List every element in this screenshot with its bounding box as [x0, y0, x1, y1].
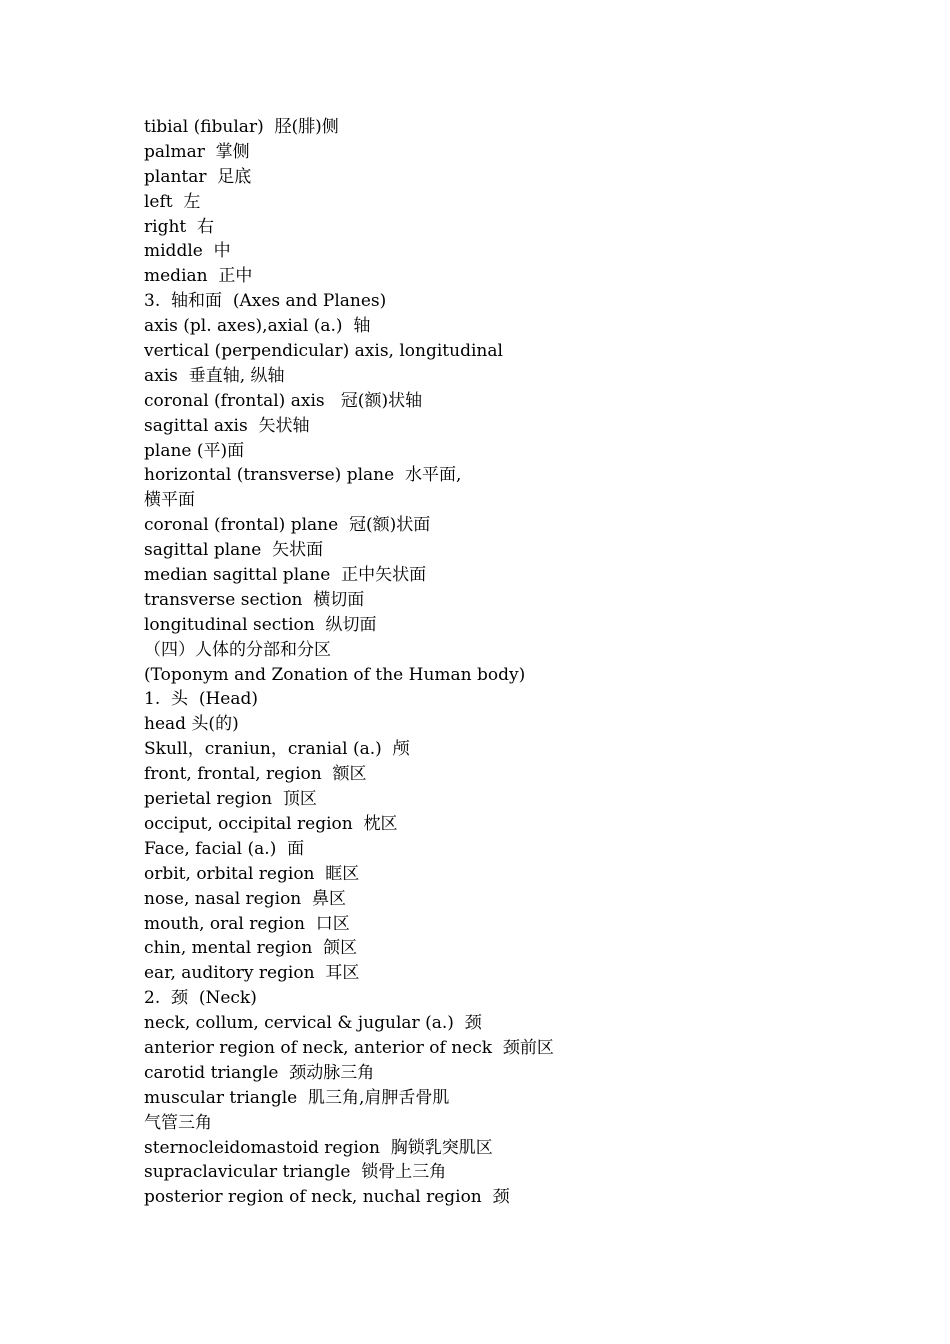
- text-line: median 正中: [144, 266, 253, 287]
- text-line: sternocleidomastoid region 胸锁乳突肌区: [144, 1137, 493, 1158]
- text-line: sagittal plane 矢状面: [144, 540, 324, 561]
- text-line: Skull，craniun，cranial (a.) 颅: [144, 739, 410, 760]
- text-line: supraclavicular triangle 锁骨上三角: [144, 1162, 447, 1183]
- text-line: carotid triangle 颈动脉三角: [144, 1062, 375, 1083]
- text-line: Face, facial (a.) 面: [144, 838, 305, 859]
- text-line: left 左: [144, 191, 201, 212]
- text-line: plane (平)面: [144, 440, 245, 461]
- text-line: perietal region 顶区: [144, 789, 317, 810]
- text-line: posterior region of neck, nuchal region 颈: [144, 1187, 510, 1208]
- text-line: anterior region of neck, anterior of neck 颈前区: [144, 1037, 554, 1058]
- text-line: chin, mental region 颌区: [144, 938, 358, 959]
- text-line: sagittal axis 矢状轴: [144, 415, 310, 436]
- section-heading: 3. 轴和面 (Axes and Planes): [144, 291, 387, 312]
- section-heading: 1. 头 (Head): [144, 689, 259, 710]
- section-heading: 2. 颈 (Neck): [144, 988, 257, 1009]
- section-heading: (Toponym and Zonation of the Human body): [144, 664, 526, 685]
- text-line: median sagittal plane 正中矢状面: [144, 565, 427, 586]
- text-line: axis 垂直轴, 纵轴: [144, 365, 285, 386]
- text-line: muscular triangle 肌三角,肩胛舌骨肌: [144, 1087, 450, 1108]
- text-line: head 头(的): [144, 714, 239, 735]
- text-line: right 右: [144, 216, 215, 237]
- text-line: neck, collum, cervical & jugular (a.) 颈: [144, 1013, 482, 1034]
- text-line: front, frontal, region 额区: [144, 764, 367, 785]
- text-line: middle 中: [144, 241, 231, 262]
- text-line: vertical (perpendicular) axis, longitudinal: [144, 341, 503, 362]
- text-line: ear, auditory region 耳区: [144, 963, 360, 984]
- text-line: horizontal (transverse) plane 水平面,: [144, 465, 462, 486]
- text-line: plantar 足底: [144, 166, 252, 187]
- text-line: tibial (fibular) 胫(腓)侧: [144, 117, 339, 137]
- text-line: palmar 掌侧: [144, 141, 250, 162]
- text-line: 气管三角: [144, 1112, 212, 1133]
- glossary-text: [144, 115, 844, 1210]
- text-line: axis (pl. axes),axial (a.) 轴: [144, 316, 371, 337]
- section-heading: （四）人体的分部和分区: [144, 639, 331, 660]
- text-line: longitudinal section 纵切面: [144, 614, 377, 635]
- text-line: coronal (frontal) plane 冠(额)状面: [144, 515, 431, 536]
- text-line: nose, nasal region 鼻区: [144, 888, 347, 909]
- text-line: coronal (frontal) axis 冠(额)状轴: [144, 390, 423, 411]
- text-line: mouth, oral region 口区: [144, 913, 350, 934]
- text-line: 横平面: [144, 490, 195, 511]
- text-line: occiput, occipital region 枕区: [144, 813, 398, 834]
- text-line: transverse section 横切面: [144, 589, 365, 610]
- text-line: orbit, orbital region 眶区: [144, 863, 360, 884]
